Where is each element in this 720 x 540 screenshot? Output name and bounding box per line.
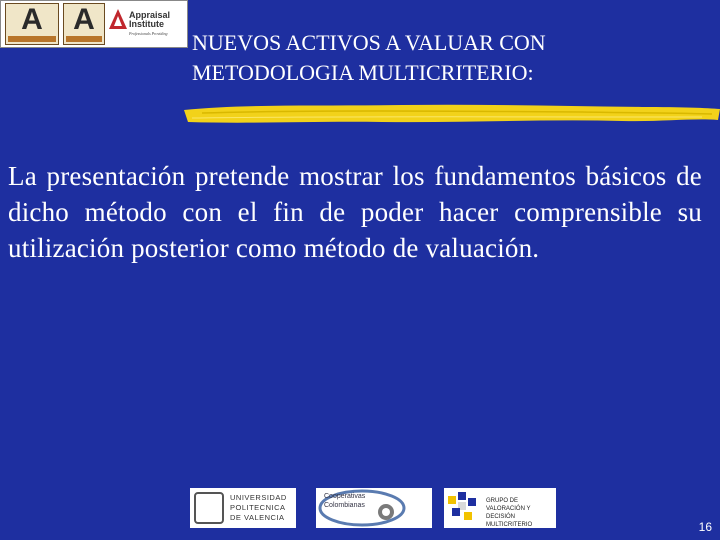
upv-name <box>230 493 287 523</box>
title-line-2: METODOLOGIA MULTICRITERIO: <box>192 60 534 85</box>
grupo-valoracion-text <box>486 497 556 529</box>
slide-title <box>192 28 712 88</box>
logo-a-emblem-2 <box>63 3 105 45</box>
cs-line-2: Colombianas <box>324 502 365 509</box>
upv-logo <box>190 488 296 528</box>
appraisal-name-line2: Institute <box>129 19 164 29</box>
logo-a2-letter: A <box>73 3 95 36</box>
gv-line-2: VALORACIÓN Y <box>486 506 531 512</box>
title-line-1: NUEVOS ACTIVOS A VALUAR CON <box>192 30 546 55</box>
gv-line-3: DECISIÓN MULTICRITERIO <box>486 514 533 528</box>
logo-a1-strip <box>8 36 56 42</box>
appraisal-name <box>129 11 170 29</box>
logo-a1-letter: A <box>21 3 43 36</box>
upv-seal-icon <box>194 492 224 524</box>
gv-line-1: GRUPO DE <box>486 498 519 504</box>
appraisal-tagline: Professionals Providing <box>129 31 168 36</box>
body-paragraph: La presentación pretende mostrar los fundamentos básicos de dicho método con el fin de poder hacer comprensible su utilización posterior como método de valuación. <box>8 161 702 263</box>
grupo-valoracion-squares-icon <box>446 490 482 526</box>
appraisal-name-line1: Appraisal <box>129 10 171 20</box>
grupo-valoracion-logo <box>444 488 556 528</box>
upv-line-3: DE VALENCIA <box>230 513 285 522</box>
upv-line-2: POLITECNICA <box>230 503 286 512</box>
title-underline-brush <box>182 96 720 132</box>
page-number: 16 <box>698 520 712 534</box>
appraisal-triangle-icon <box>109 9 127 29</box>
cooperativas-logo <box>316 488 432 528</box>
cooperativas-text <box>324 492 365 510</box>
appraisal-institute-logo <box>109 9 183 43</box>
logo-a-emblem-1 <box>5 3 59 45</box>
logo-a2-strip <box>66 36 102 42</box>
upv-line-1: UNIVERSIDAD <box>230 493 287 502</box>
cs-line-1: Cooperativas <box>324 493 366 500</box>
header-logos <box>0 0 188 48</box>
